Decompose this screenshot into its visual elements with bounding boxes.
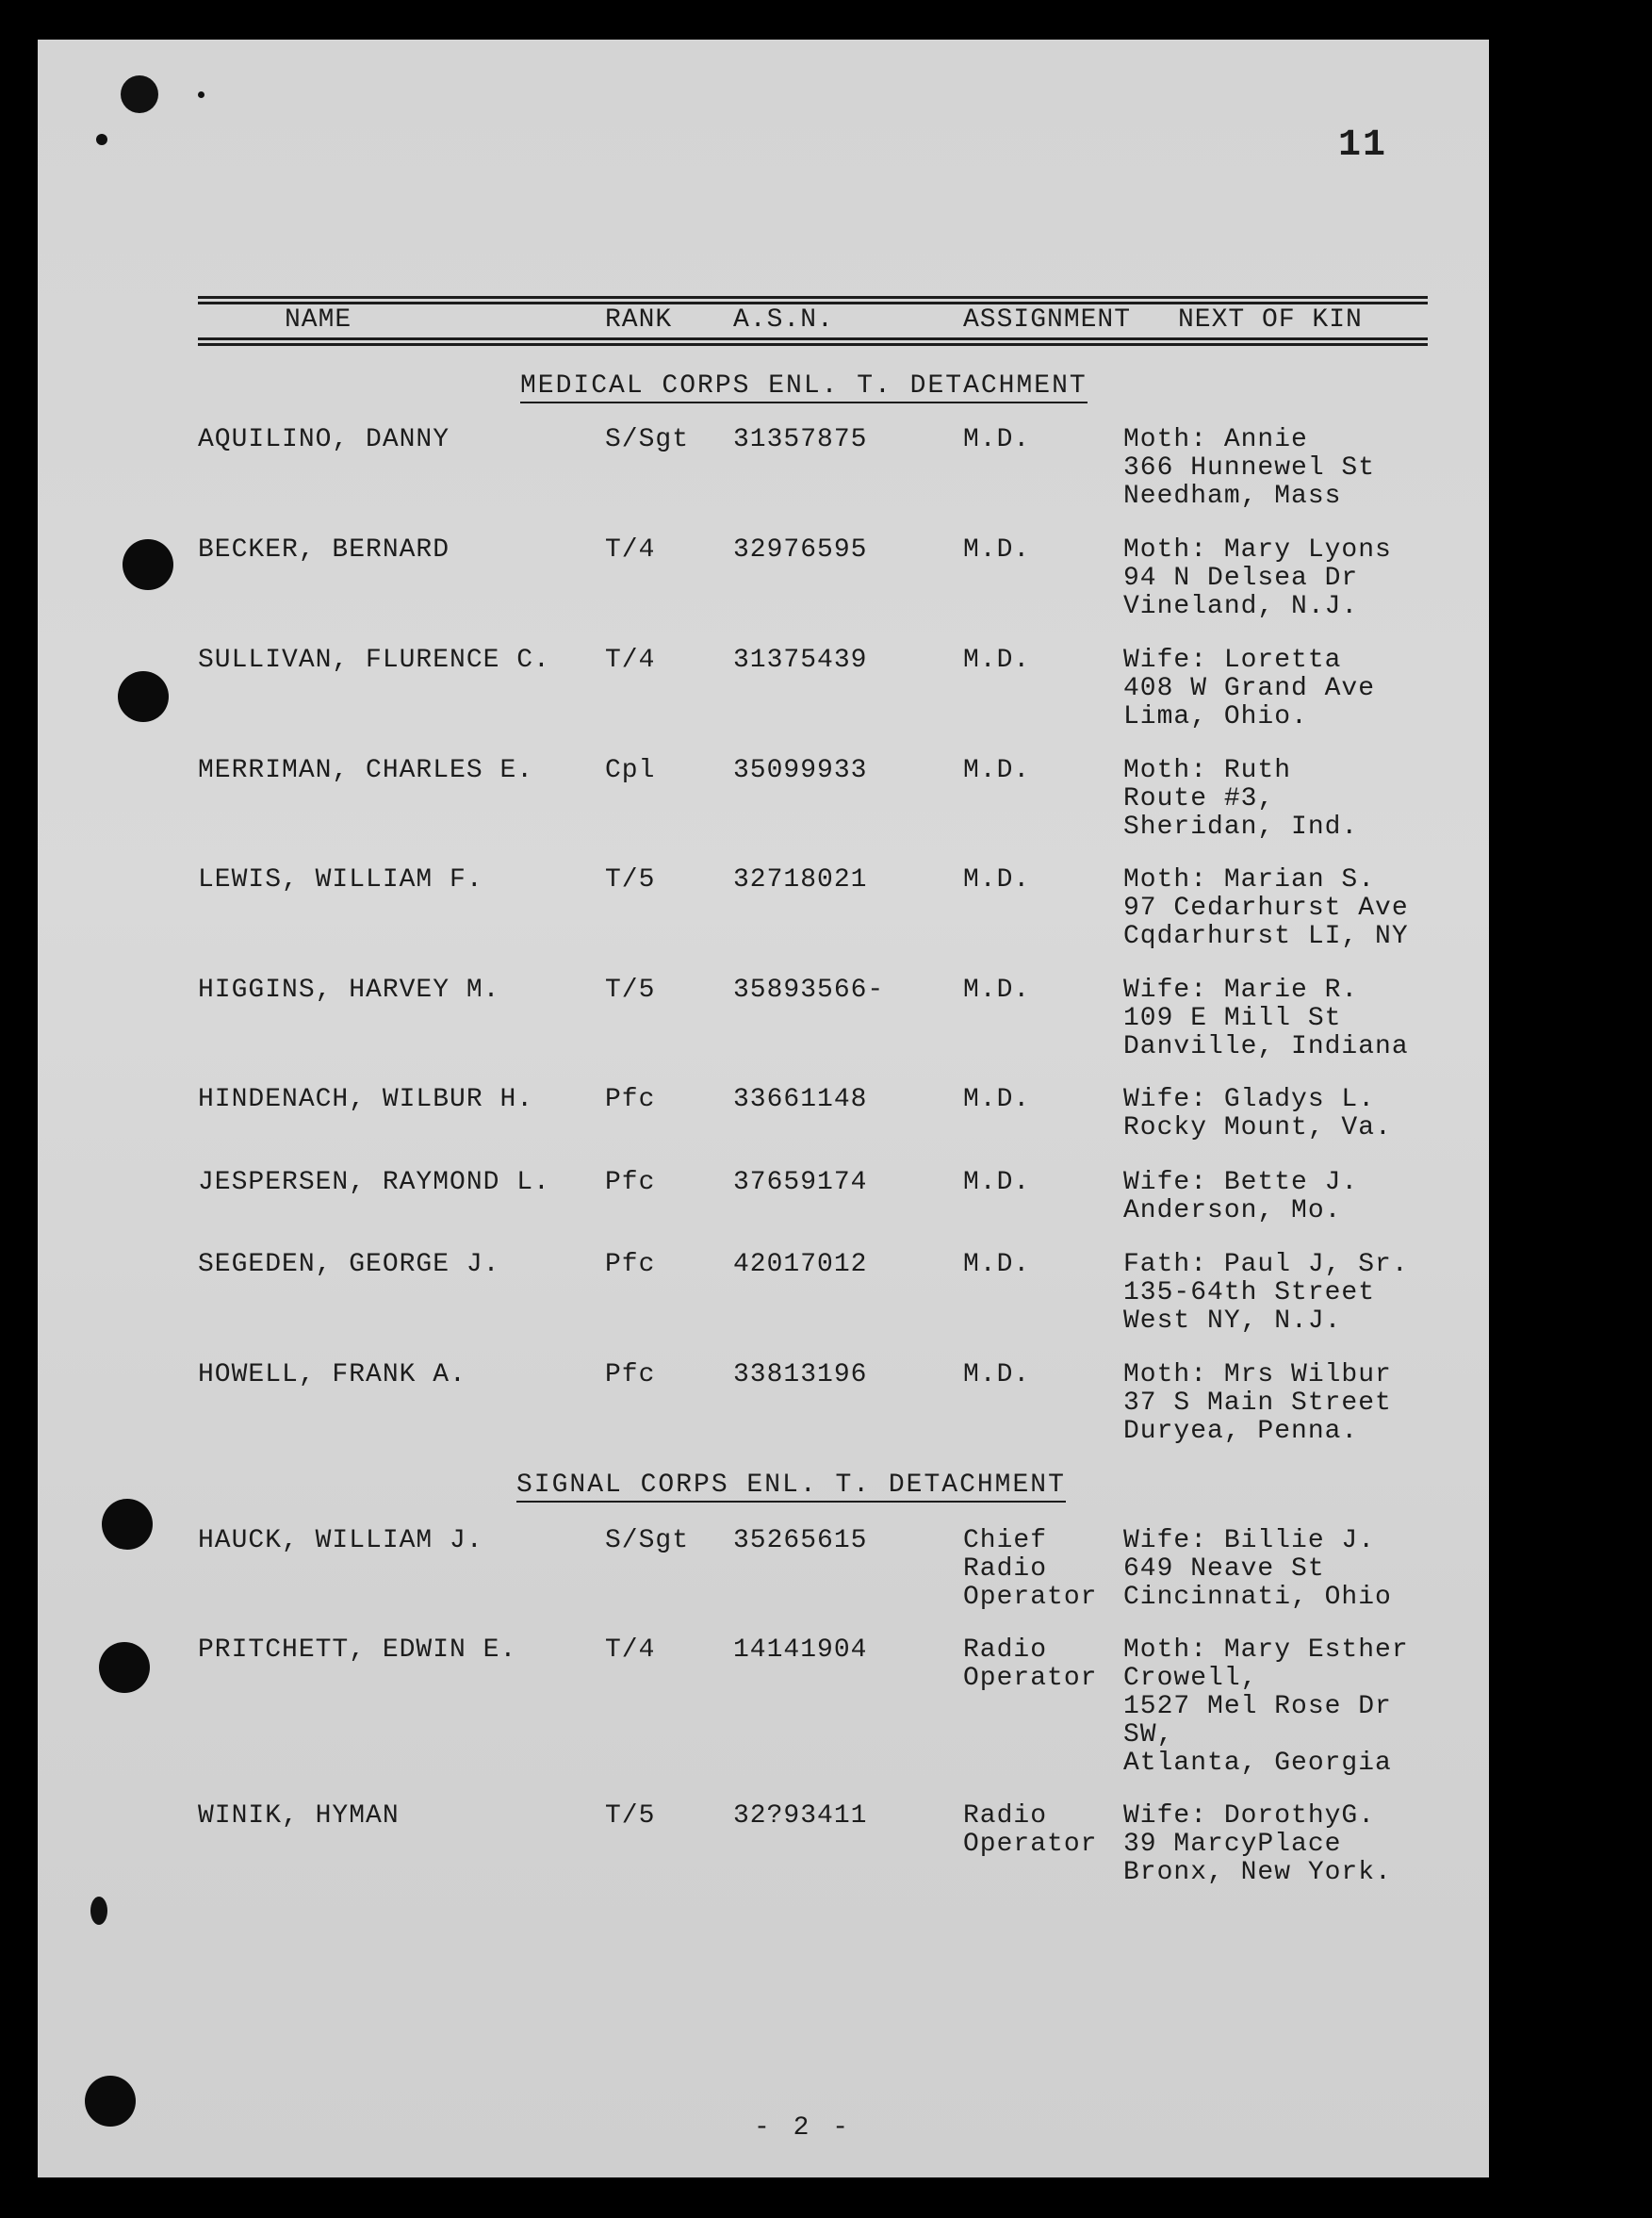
name-cell: HOWELL, FRANK A. — [198, 1360, 466, 1389]
assignment-cell: Chief Radio Operator — [963, 1526, 1098, 1612]
asn-cell: 31357875 — [733, 425, 868, 454]
next-of-kin-cell: Moth: Mary Esther Crowell, 1527 Mel Rose Dr SW, Atlanta, Georgia — [1123, 1635, 1409, 1778]
header-rule — [198, 343, 1428, 346]
rank-cell: Pfc — [605, 1085, 656, 1114]
asn-cell: 32?93411 — [733, 1801, 868, 1831]
rank-cell: S/Sgt — [605, 425, 690, 454]
page-number: 11 — [1338, 124, 1388, 167]
name-cell: WINIK, HYMAN — [198, 1801, 400, 1831]
rank-cell: T/4 — [605, 535, 656, 565]
rank-cell: Pfc — [605, 1360, 656, 1389]
asn-cell: 35099933 — [733, 756, 868, 785]
assignment-cell: Radio Operator — [963, 1635, 1098, 1693]
table-row — [38, 1251, 1489, 1364]
assignment-cell: Radio Operator — [963, 1801, 1098, 1859]
punch-hole — [85, 2076, 136, 2127]
next-of-kin-cell: Moth: Mrs Wilbur 37 S Main Street Duryea, Penna. — [1123, 1360, 1392, 1446]
assignment-cell: M.D. — [963, 976, 1031, 1005]
asn-cell: 37659174 — [733, 1168, 868, 1197]
name-cell: PRITCHETT, EDWIN E. — [198, 1635, 517, 1665]
table-row — [38, 536, 1489, 649]
asn-cell: 31375439 — [733, 646, 868, 675]
table-row — [38, 647, 1489, 760]
header-next-of-kin: NEXT OF KIN — [1178, 305, 1363, 335]
header-rank: RANK — [605, 305, 673, 335]
table-row — [38, 977, 1489, 1090]
asn-cell: 33661148 — [733, 1085, 868, 1114]
rank-cell: T/5 — [605, 976, 656, 1005]
header-rule — [198, 296, 1428, 299]
table-row — [38, 866, 1489, 979]
assignment-cell: M.D. — [963, 1250, 1031, 1279]
footer-page-label: - 2 - — [754, 2113, 853, 2143]
ink-blot — [121, 75, 158, 113]
next-of-kin-cell: Wife: Marie R. 109 E Mill St Danville, Indiana — [1123, 976, 1409, 1061]
header-rule — [198, 337, 1428, 340]
header-rule — [198, 302, 1428, 304]
next-of-kin-cell: Moth: Marian S. 97 Cedarhurst Ave Cqdarhurst LI, NY — [1123, 865, 1409, 951]
name-cell: AQUILINO, DANNY — [198, 425, 450, 454]
assignment-cell: M.D. — [963, 1168, 1031, 1197]
assignment-cell: M.D. — [963, 535, 1031, 565]
assignment-cell: M.D. — [963, 646, 1031, 675]
next-of-kin-cell: Wife: Gladys L. Rocky Mount, Va. — [1123, 1085, 1392, 1142]
next-of-kin-cell: Wife: Loretta 408 W Grand Ave Lima, Ohio. — [1123, 646, 1376, 731]
rank-cell: S/Sgt — [605, 1526, 690, 1555]
name-cell: HIGGINS, HARVEY M. — [198, 976, 500, 1005]
table-row — [38, 1527, 1489, 1640]
ink-blot — [96, 134, 107, 145]
rank-cell: Pfc — [605, 1250, 656, 1279]
header-assignment: ASSIGNMENT — [963, 305, 1132, 335]
name-cell: BECKER, BERNARD — [198, 535, 450, 565]
next-of-kin-cell: Moth: Ruth Route #3, Sheridan, Ind. — [1123, 756, 1359, 842]
asn-cell: 42017012 — [733, 1250, 868, 1279]
table-row — [38, 1635, 1489, 1778]
name-cell: HAUCK, WILLIAM J. — [198, 1526, 483, 1555]
rank-cell: Pfc — [605, 1168, 656, 1197]
name-cell: JESPERSEN, RAYMOND L. — [198, 1168, 550, 1197]
assignment-cell: M.D. — [963, 425, 1031, 454]
table-row — [38, 1361, 1489, 1474]
header-asn: A.S.N. — [733, 305, 834, 335]
next-of-kin-cell: Wife: Billie J. 649 Neave St Cincinnati, Ohio — [1123, 1526, 1392, 1612]
next-of-kin-cell: Wife: DorothyG. 39 MarcyPlace Bronx, New York. — [1123, 1801, 1392, 1887]
asn-cell: 14141904 — [733, 1635, 868, 1665]
name-cell: SEGEDEN, GEORGE J. — [198, 1250, 500, 1279]
assignment-cell: M.D. — [963, 1360, 1031, 1389]
rank-cell: Cpl — [605, 756, 656, 785]
next-of-kin-cell: Wife: Bette J. Anderson, Mo. — [1123, 1168, 1359, 1225]
asn-cell: 32718021 — [733, 865, 868, 895]
next-of-kin-cell: Fath: Paul J, Sr. 135-64th Street West NY, N.J. — [1123, 1250, 1409, 1336]
assignment-cell: M.D. — [963, 865, 1031, 895]
section-title-signal: SIGNAL CORPS ENL. T. DETACHMENT — [516, 1470, 1066, 1503]
rank-cell: T/4 — [605, 646, 656, 675]
table-row — [38, 757, 1489, 870]
next-of-kin-cell: Moth: Mary Lyons 94 N Delsea Dr Vineland, N.J. — [1123, 535, 1392, 621]
asn-cell: 35265615 — [733, 1526, 868, 1555]
table-row — [38, 1802, 1489, 1915]
name-cell: MERRIMAN, CHARLES E. — [198, 756, 534, 785]
assignment-cell: M.D. — [963, 1085, 1031, 1114]
name-cell: HINDENACH, WILBUR H. — [198, 1085, 534, 1114]
table-row — [38, 426, 1489, 539]
name-cell: SULLIVAN, FLURENCE C. — [198, 646, 550, 675]
section-title-medical: MEDICAL CORPS ENL. T. DETACHMENT — [520, 371, 1088, 403]
ink-blot — [198, 91, 204, 98]
rank-cell: T/4 — [605, 1635, 656, 1665]
header-name: NAME — [285, 305, 352, 335]
asn-cell: 32976595 — [733, 535, 868, 565]
rank-cell: T/5 — [605, 1801, 656, 1831]
document-page — [38, 40, 1489, 2177]
asn-cell: 35893566- — [733, 976, 885, 1005]
next-of-kin-cell: Moth: Annie 366 Hunnewel St Needham, Mass — [1123, 425, 1376, 511]
asn-cell: 33813196 — [733, 1360, 868, 1389]
rank-cell: T/5 — [605, 865, 656, 895]
name-cell: LEWIS, WILLIAM F. — [198, 865, 483, 895]
assignment-cell: M.D. — [963, 756, 1031, 785]
